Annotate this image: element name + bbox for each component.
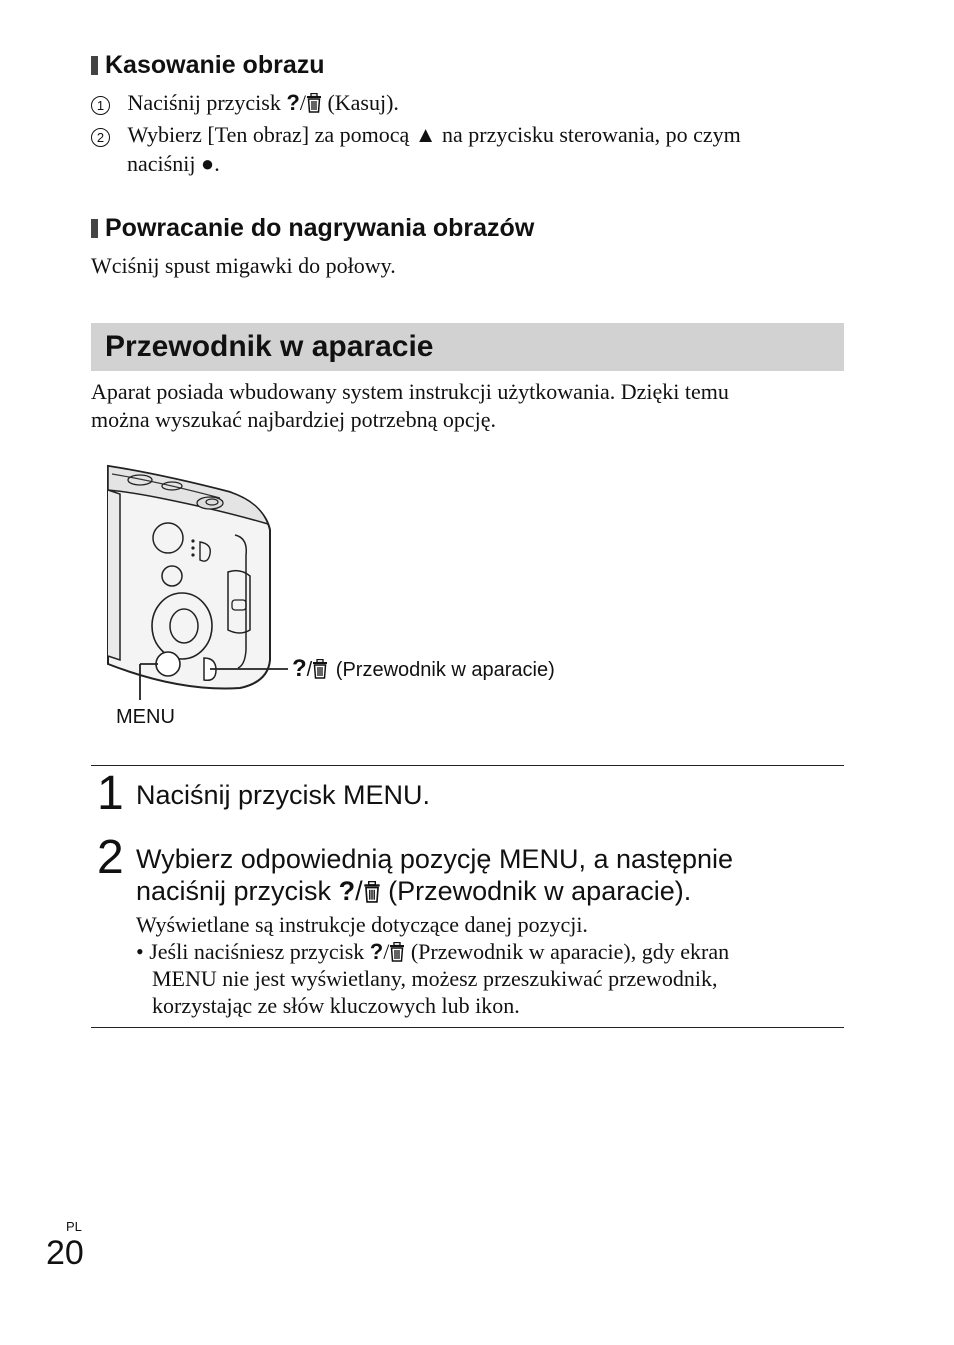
heading-delete-image-text: Kasowanie obrazu bbox=[105, 51, 325, 79]
return-recording-text: Wciśnij spust migawki do połowy. bbox=[91, 253, 396, 278]
illustration-label-guide-text: (Przewodnik w aparacie) bbox=[335, 659, 555, 681]
trash-icon bbox=[312, 659, 328, 679]
steps-bottom-rule bbox=[91, 1027, 844, 1028]
heading-marker bbox=[91, 56, 98, 75]
illustration-label-guide: ?/ (Przewodnik w aparacie) bbox=[292, 655, 555, 682]
guide-intro-line2: można wyszukać najbardziej potrzebną opcję. bbox=[91, 407, 496, 432]
step-1-text: Naciśnij przycisk MENU. bbox=[136, 780, 431, 810]
camera-illustration bbox=[100, 460, 300, 730]
illustration-label-menu: MENU bbox=[116, 706, 175, 728]
question-mark-icon: ? bbox=[286, 90, 300, 115]
delete-step-1-text-b: (Kasuj). bbox=[327, 90, 399, 115]
section-bar-guide bbox=[91, 323, 844, 371]
step-2-bullet-a: Jeśli naciśniesz przycisk bbox=[149, 939, 365, 964]
delete-step-1: 1 Naciśnij przycisk ?/ (Kasuj). bbox=[91, 88, 851, 117]
language-code: PL bbox=[66, 1219, 82, 1234]
step-2-number: 2 bbox=[97, 831, 124, 884]
question-mark-icon: ? bbox=[292, 655, 307, 682]
question-mark-icon: ? bbox=[369, 939, 384, 964]
step-number-circle: 1 bbox=[91, 96, 110, 115]
trash-icon bbox=[363, 881, 381, 903]
step-1-number: 1 bbox=[97, 767, 124, 820]
question-mark-icon: ? bbox=[338, 876, 356, 906]
step-2-line2-a: naciśnij przycisk bbox=[136, 876, 332, 906]
step-2-bullet-line2: MENU nie jest wyświetlany, możesz przeszukiwać przewodnik, bbox=[152, 966, 718, 991]
section-title-guide: Przewodnik w aparacie bbox=[105, 330, 434, 363]
step-2-bullet: • Jeśli naciśniesz przycisk ?/ (Przewodnik w aparacie), gdy ekran bbox=[136, 939, 730, 964]
step-2-subtext: Wyświetlane są instrukcje dotyczące danej pozycji. bbox=[136, 912, 588, 937]
step-2-line1: Wybierz odpowiednią pozycję MENU, a następnie bbox=[136, 844, 734, 874]
delete-step-2-line2: naciśnij ●. bbox=[127, 151, 220, 176]
step-number-circle: 2 bbox=[91, 128, 110, 147]
guide-intro-line1: Aparat posiada wbudowany system instrukcji użytkowania. Dzięki temu bbox=[91, 379, 729, 404]
step-2-bullet-line3: korzystając ze słów kluczowych lub ikon. bbox=[152, 993, 520, 1018]
heading-return-recording bbox=[91, 213, 534, 243]
trash-icon bbox=[306, 93, 322, 113]
steps-top-rule bbox=[91, 765, 844, 766]
delete-step-2 bbox=[91, 120, 861, 149]
heading-marker bbox=[91, 219, 98, 238]
trash-icon bbox=[389, 942, 405, 962]
step-2-bullet-b: (Przewodnik w aparacie), gdy ekran bbox=[410, 939, 730, 964]
delete-step-1-text-a: Naciśnij przycisk bbox=[127, 90, 281, 115]
step-2-line2-b: (Przewodnik w aparacie). bbox=[388, 876, 692, 906]
heading-delete-image bbox=[91, 50, 325, 80]
delete-step-2-line1: Wybierz [Ten obraz] za pomocą ▲ na przycisku sterowania, po czym bbox=[127, 122, 741, 147]
bullet-dot: • bbox=[136, 939, 144, 964]
page-number: 20 bbox=[46, 1234, 84, 1272]
heading-return-recording-text: Powracanie do nagrywania obrazów bbox=[105, 214, 535, 242]
step-2-line2: naciśnij przycisk ?/ (Przewodnik w aparacie). bbox=[136, 876, 692, 906]
